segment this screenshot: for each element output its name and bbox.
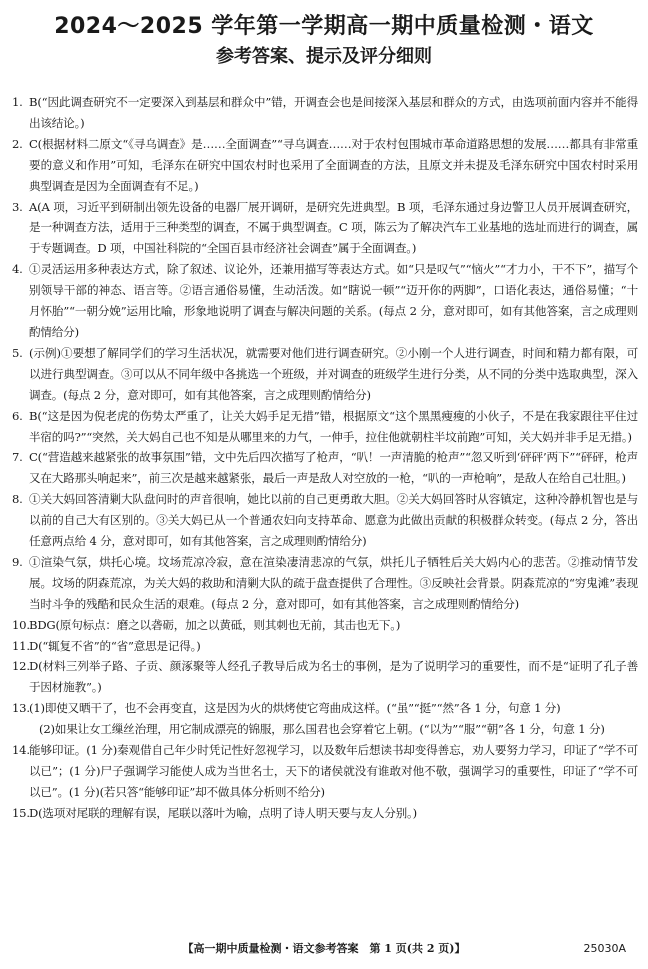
answer-item — [12, 489, 638, 552]
answer-item — [12, 740, 638, 803]
answer-subpart: (1)即使又晒干了，也不会再变直，这是因为火的烘烤使它弯曲成这样。(“虽”“挺”“然”各 1 分，句意 1 分) — [29, 701, 561, 716]
answer-number: 4. — [12, 262, 23, 277]
answer-item — [12, 636, 638, 657]
answer-text: 能够印证。(1 分)秦观借自己年少时凭记性好忽视学习，以及数年后想读书却变得善忘，劝人要努力学习，印证了“学不可以已”；(1 分)尸子强调学习能使人成为当世名士，天下的诸侯就没有谁敢对他不敬，强调学习的重要性，印证了“学不可以已”。(1 分)(若只答“能够印证”却不做具体分析则不给分) — [29, 743, 638, 799]
answer-number: 15. — [12, 805, 30, 820]
answer-text: C(“营造越来越紧张的故事氛围”错，文中先后四次描写了枪声，“叭！一声清脆的枪声”“忽又听到‘砰砰’两下”“砰砰，枪声又在大路那头响起来”，前三次是越来越紧张，最后一声是敌人对空放的一枪，“叭的一声枪响”，是敌人在给自己壮胆。) — [29, 450, 638, 486]
answer-item — [12, 406, 638, 448]
answer-text: A(A 项，习近平到研制出领先设备的电器厂展开调研，是研究先进典型。B 项，毛泽东通过身边警卫人员开展调查研究，是一种调查方法，适用于三种类型的调查，不属于典型调查。C 项，陈云为了解决汽车工业基地的选址而进行的调查，属于专题调查。D 项，中国社科院的“全国百县市经济社会调查”属于全面调查。) — [29, 199, 638, 256]
answer-text: C(根据材料二原文“《寻乌调查》是……全面调查”“寻乌调查……对于农村包围城市革命道路思想的发展……都具有非常重要的意义和作用”可知，毛泽东在研究中国农村时也采用了全面调查的方法，且原文并未提及毛泽东研究中国农村时采用典型调查是因为全面调查有不足。) — [29, 136, 638, 193]
answer-number: 8. — [12, 492, 23, 507]
answer-number: 10. — [12, 617, 30, 632]
answer-item — [12, 656, 638, 698]
answer-text: D(选项对尾联的理解有误，尾联以落叶为喻，点明了诗人明天要与友人分别。) — [29, 805, 417, 820]
page-footer — [0, 939, 648, 959]
answer-number: 9. — [12, 554, 23, 569]
answer-number: 7. — [12, 450, 23, 465]
footer-exam-code: 25030A — [583, 942, 626, 955]
answer-text: B(“因此调查研究不一定要深入到基层和群众中”错，开调查会也是间接深入基层和群众的方式，由选项前面内容并不能得出该结论。) — [29, 95, 638, 130]
answer-text: D(“辄复不省”的“省”意思是记得。) — [29, 638, 201, 653]
answer-number: 5. — [12, 345, 23, 360]
answer-item — [12, 552, 638, 615]
answer-item — [12, 615, 638, 636]
answers-list — [12, 92, 638, 824]
answer-item — [12, 92, 638, 134]
answer-text: ①灵活运用多种表达方式，除了叙述、议论外，还兼用描写等表达方式。如“只是叹气”“恼火”“才力小，干不下”，描写个别领导干部的神态、语言等。②语言通俗易懂，生动活泼。如“瞎说一顿”“迈开你的两脚”，口语化表达，通俗易懂；“十月怀胎”“一朝分娩”运用比喻，形象地说明了调查与解决问题的关系。(每点 2 分，意对即可，如有其他答案，言之成理则酌情给分) — [29, 262, 638, 339]
answer-number: 13. — [12, 701, 30, 716]
answer-text: BDG(原句标点：磨之以砻砺，加之以黄砥，则其刺也无前，其击也无下。) — [29, 617, 401, 632]
answer-text: B(“这是因为倪老虎的伤势太严重了，让关大妈手足无措”错，根据原文“这个黑黑瘦瘦的小伙子，不是在我家跟往平住过半宿的吗?”“突然，关大妈自己也不知是从哪里来的力气，一伸手，拉住他就朝柱半坟前跑”可知，关大妈并非手足无措。) — [29, 408, 638, 444]
answer-text: ①关大妈回答清剿大队盘问时的声音很响，她比以前的自己更勇敢大胆。②关大妈回答时从容镇定，这种冷静机智也是与以前的自己大有区别的。③关大妈已从一个普通农妇向支持革命、愿意为此做出贡献的积极群众转变。(每点 2 分，答出任意两点给 4 分，意对即可，如有其他答案，言之成理则酌情给分) — [29, 492, 638, 549]
footer-page-info: 【高一期中质量检测・语文参考答案 第 1 页(共 2 页)】 — [182, 942, 466, 955]
answer-number: 2. — [12, 136, 23, 151]
answer-item — [12, 343, 638, 406]
answer-number: 3. — [12, 199, 23, 214]
answer-text: ①渲染气氛，烘托心境。坟场荒凉冷寂，意在渲染凄清悲凉的气氛，烘托儿子牺牲后关大妈内心的悲苦。②推动情节发展。坟场的阴森荒凉，为关大妈的救助和清剿大队的疏于盘查提供了合理性。③反映社会背景。阴森荒凉的“穷鬼滩”表现当时斗争的残酷和民众生活的艰难。(每点 2 分，意对即可，如有其他答案，言之成理则酌情给分) — [29, 554, 638, 611]
answer-item — [12, 803, 638, 824]
answer-item — [12, 447, 638, 489]
answer-subpart: (2)如果让女工缫丝治理，用它制成漂亮的锦服，那么国君也会穿着它上朝。(“以为”“服”“朝”各 1 分，句意 1 分) — [39, 722, 605, 737]
answer-item — [12, 259, 638, 343]
page-title: 2024～2025 学年第一学期高一期中质量检测・语文 — [54, 14, 594, 39]
answer-number: 6. — [12, 408, 23, 423]
answer-number: 11. — [12, 638, 30, 653]
answer-item — [12, 134, 638, 197]
page-subtitle: 参考答案、提示及评分细则 — [216, 46, 432, 67]
answer-number: 14. — [12, 743, 30, 758]
answer-text: (示例)①要想了解同学们的学习生活状况，就需要对他们进行调查研究。②小刚一个人进行调查，时间和精力都有限，可以进行典型调查。③可以从不同年级中各挑选一个班级，并对调查的班级学生进行分类，从不同的分类中选取典型，深入调查。(每点 2 分，意对即可，如有其他答案，言之成理则酌情给分) — [29, 345, 638, 402]
answer-number: 12. — [12, 659, 30, 674]
answer-number: 1. — [12, 95, 23, 109]
answer-text: D(材料三列举子路、子贡、颜涿聚等人经孔子教导后成为名士的事例，是为了说明学习的重要性，而不是“证明了孔子善于因材施教”。) — [29, 659, 638, 695]
answer-item — [12, 698, 638, 740]
answer-item — [12, 197, 638, 260]
